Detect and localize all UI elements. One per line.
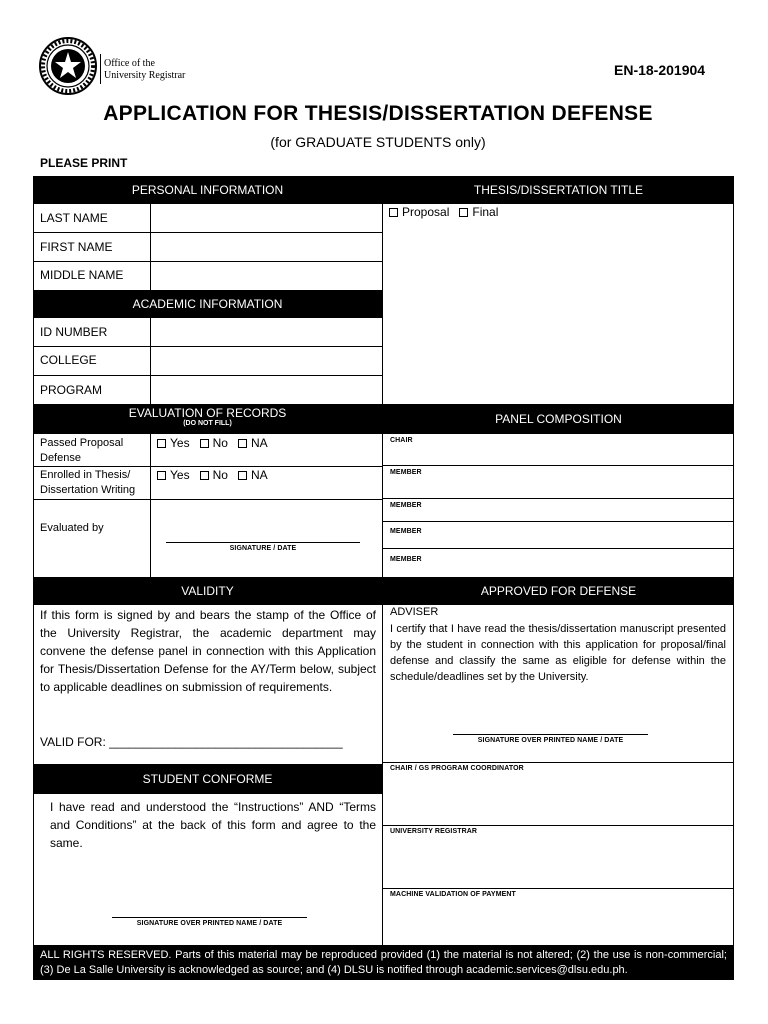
college-field[interactable] xyxy=(151,347,382,374)
panel-member-field[interactable] xyxy=(383,522,734,549)
university-seal-logo xyxy=(38,36,98,96)
panel-member-label: MEMBER xyxy=(390,528,422,535)
id-number-field[interactable] xyxy=(151,319,382,346)
final-checkbox[interactable]: Final xyxy=(459,205,498,219)
page-title: APPLICATION FOR THESIS/DISSERTATION DEFENSE xyxy=(103,102,653,125)
student-signature-caption: SIGNATURE OVER PRINTED NAME / DATE xyxy=(136,920,283,927)
evaluator-signature-field[interactable] xyxy=(151,500,382,577)
first-name-field[interactable] xyxy=(151,233,382,260)
logo-divider xyxy=(100,54,101,84)
thesis-title-field[interactable] xyxy=(383,222,734,404)
passed-proposal-label: Passed Proposal Defense xyxy=(40,437,124,464)
student-signature-field[interactable] xyxy=(34,860,382,944)
registrar-signature-field[interactable] xyxy=(383,838,734,888)
academic-info-header: ACADEMIC INFORMATION xyxy=(33,290,382,318)
panel-member-label: MEMBER xyxy=(390,556,422,563)
evaluator-signature-caption: SIGNATURE / DATE xyxy=(229,545,297,552)
checkbox-icon xyxy=(238,439,247,448)
checkbox-icon xyxy=(200,439,209,448)
passed-proposal-options xyxy=(157,436,268,450)
passed-na-checkbox[interactable]: NA xyxy=(238,436,268,450)
id-number-label: ID NUMBER xyxy=(40,325,108,339)
passed-yes-checkbox[interactable]: Yes xyxy=(157,436,190,450)
thesis-type-options xyxy=(389,205,498,219)
enrolled-na-checkbox[interactable]: NA xyxy=(238,468,268,482)
middle-name-field[interactable] xyxy=(151,262,382,289)
passed-no-checkbox[interactable]: No xyxy=(200,436,228,450)
registrar-label: UNIVERSITY REGISTRAR xyxy=(390,828,478,835)
evaluation-header-title: EVALUATION OF RECORDS xyxy=(128,406,287,420)
program-field[interactable] xyxy=(151,376,382,404)
checkbox-icon xyxy=(157,439,166,448)
panel-member-field[interactable] xyxy=(383,466,734,499)
college-label: COLLEGE xyxy=(40,353,97,367)
enrolled-yes-checkbox[interactable]: Yes xyxy=(157,468,190,482)
panel-member-label: MEMBER xyxy=(390,502,422,509)
panel-chair-label: CHAIR xyxy=(390,437,413,444)
form-code: EN-18-201904 xyxy=(614,62,706,78)
thesis-title-header: THESIS/DISSERTATION TITLE xyxy=(383,176,734,204)
checkbox-icon xyxy=(200,471,209,480)
panel-chair-field[interactable] xyxy=(383,434,734,466)
first-name-label: FIRST NAME xyxy=(40,240,113,254)
last-name-field[interactable] xyxy=(151,205,382,232)
evaluation-header-note: (DO NOT FILL) xyxy=(183,420,232,427)
validity-header: VALIDITY xyxy=(33,577,382,605)
middle-name-label: MIDDLE NAME xyxy=(40,268,124,282)
panel-member-field[interactable] xyxy=(383,499,734,522)
approved-header: APPROVED FOR DEFENSE xyxy=(383,577,734,605)
adviser-certification-text: I certify that I have read the thesis/dissertation manuscript presented by the student in connection with this application for proposal/final defense and classify the same as eligible for defense within the schedule/deadlines set by the University. xyxy=(390,623,726,683)
rights-reserved-footer: ALL RIGHTS RESERVED. Parts of this material may be reproduced provided (1) the material is not altered; (2) the use is non-commercial; (3) De La Salle University is acknowledged as source; and (4) DLSU is notified through academic.services@dlsu.edu.ph. xyxy=(33,945,734,980)
enrolled-thesis-label: Enrolled in Thesis/ Dissertation Writing xyxy=(40,469,136,496)
valid-for-field[interactable]: VALID FOR: ___________________________________ xyxy=(40,735,343,749)
adviser-signature-caption: SIGNATURE OVER PRINTED NAME / DATE xyxy=(477,737,624,744)
machine-validation-field[interactable] xyxy=(383,901,734,944)
panel-member-field[interactable] xyxy=(383,549,734,577)
page-subtitle: (for GRADUATE STUDENTS only) xyxy=(270,134,486,150)
panel-member-label: MEMBER xyxy=(390,469,422,476)
checkbox-icon xyxy=(389,208,398,217)
evaluated-by-label: Evaluated by xyxy=(40,522,104,534)
office-label-line1: Office of the xyxy=(104,58,155,69)
chair-gs-signature-field[interactable] xyxy=(383,775,734,825)
student-conforme-header: STUDENT CONFORME xyxy=(33,764,382,794)
student-conforme-text: I have read and understood the “Instructions” AND “Terms and Conditions” at the back of this form and agree to the same. xyxy=(50,800,376,850)
enrolled-thesis-options xyxy=(157,468,268,482)
last-name-label: LAST NAME xyxy=(40,211,108,225)
proposal-checkbox[interactable]: Proposal xyxy=(389,205,449,219)
validity-text: If this form is signed by and bears the stamp of the Office of the University Registrar, the academic department may convene the defense panel in connection with this Application for Thesis/Dissertation Defense for the AY/Term below, subject to applicable deadlines on submission of requirements. xyxy=(40,608,376,694)
checkbox-icon xyxy=(238,471,247,480)
personal-info-header: PERSONAL INFORMATION xyxy=(33,176,382,204)
adviser-label: ADVISER xyxy=(390,606,439,618)
checkbox-icon xyxy=(459,208,468,217)
checkbox-icon xyxy=(157,471,166,480)
chair-gs-label: CHAIR / GS PROGRAM COORDINATOR xyxy=(390,765,524,772)
program-label: PROGRAM xyxy=(40,383,103,397)
office-label-line2: University Registrar xyxy=(104,70,186,81)
please-print-note: PLEASE PRINT xyxy=(40,156,128,170)
machine-validation-label: MACHINE VALIDATION OF PAYMENT xyxy=(390,891,516,898)
enrolled-no-checkbox[interactable]: No xyxy=(200,468,228,482)
evaluation-header xyxy=(33,404,382,434)
panel-composition-header: PANEL COMPOSITION xyxy=(383,404,734,434)
